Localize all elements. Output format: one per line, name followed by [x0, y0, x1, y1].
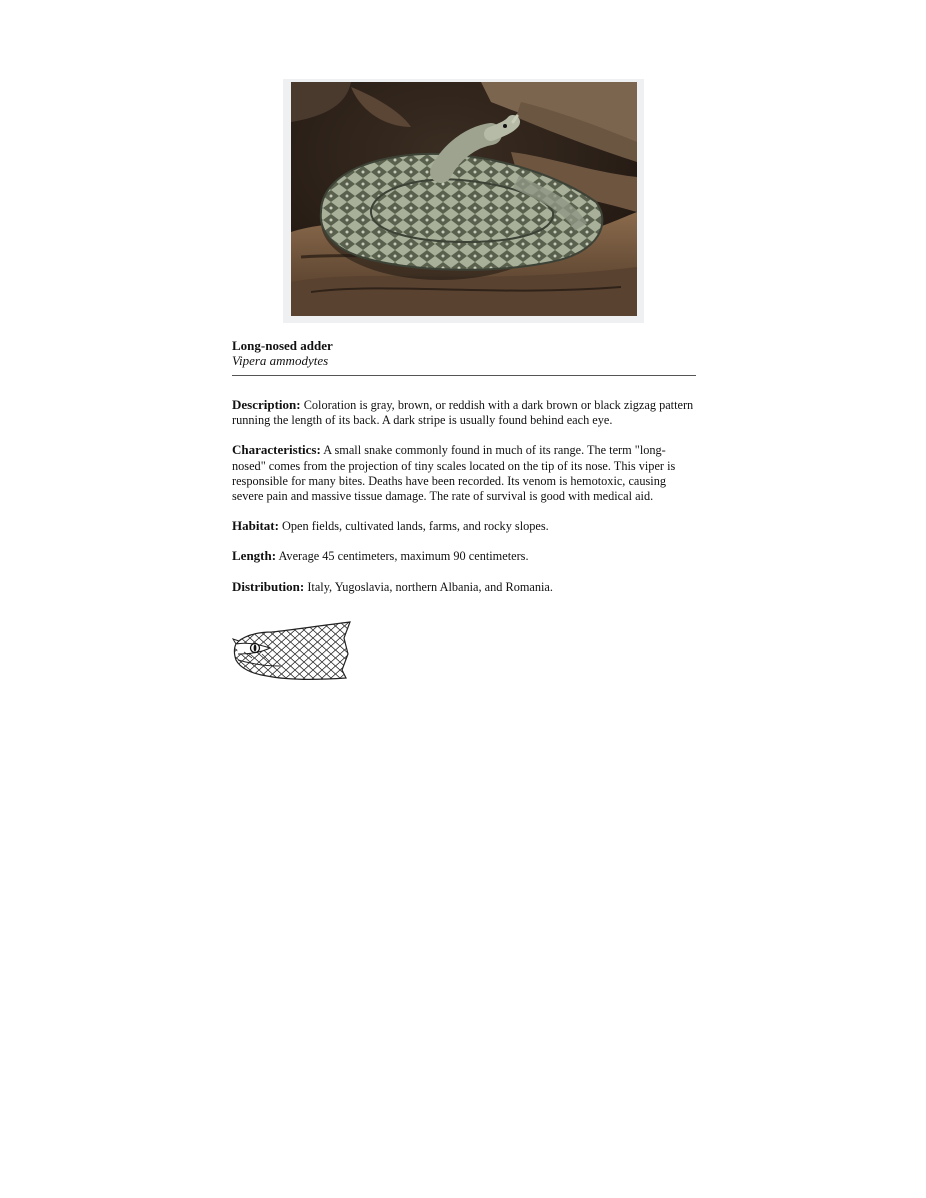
- section-label: Habitat:: [232, 518, 279, 534]
- common-name: Long-nosed adder: [232, 338, 333, 353]
- scientific-name: Vipera ammodytes: [232, 353, 329, 368]
- habitat-paragraph: [232, 518, 696, 534]
- species-title-block: [232, 338, 696, 368]
- species-details: [232, 397, 696, 609]
- characteristics-paragraph: [232, 442, 696, 504]
- coiled-snake-photo-icon: [291, 82, 637, 316]
- section-text: Coloration is gray, brown, or reddish with a dark brown or black zigzag pattern running the length of its back. A dark stripe is usually found behind each eye.: [232, 398, 694, 428]
- snake-head-drawing-icon: [232, 618, 354, 682]
- section-text: Open fields, cultivated lands, farms, and rocky slopes.: [282, 519, 549, 534]
- description-paragraph: [232, 397, 696, 428]
- section-text: Average 45 centimeters, maximum 90 centimeters.: [278, 549, 529, 564]
- divider: [232, 375, 696, 376]
- section-text: Italy, Yugoslavia, northern Albania, and Romania.: [307, 579, 553, 594]
- length-paragraph: [232, 548, 696, 564]
- snake-photo-frame: [283, 79, 644, 323]
- section-label: Length:: [232, 548, 277, 564]
- distribution-paragraph: [232, 579, 696, 595]
- section-label: Characteristics:: [232, 442, 321, 458]
- section-text: A small snake commonly found in much of its range. The term "long-nosed" comes from the projection of tiny scales located on the tip of its nose. This viper is responsible for many bites. Deaths have been recorded. Its venom is hemotoxic, causing severe pain and massive tissue damage. The rate of survival is good with medical aid.: [232, 443, 676, 504]
- section-label: Distribution:: [232, 578, 305, 594]
- section-label: Description:: [232, 397, 301, 412]
